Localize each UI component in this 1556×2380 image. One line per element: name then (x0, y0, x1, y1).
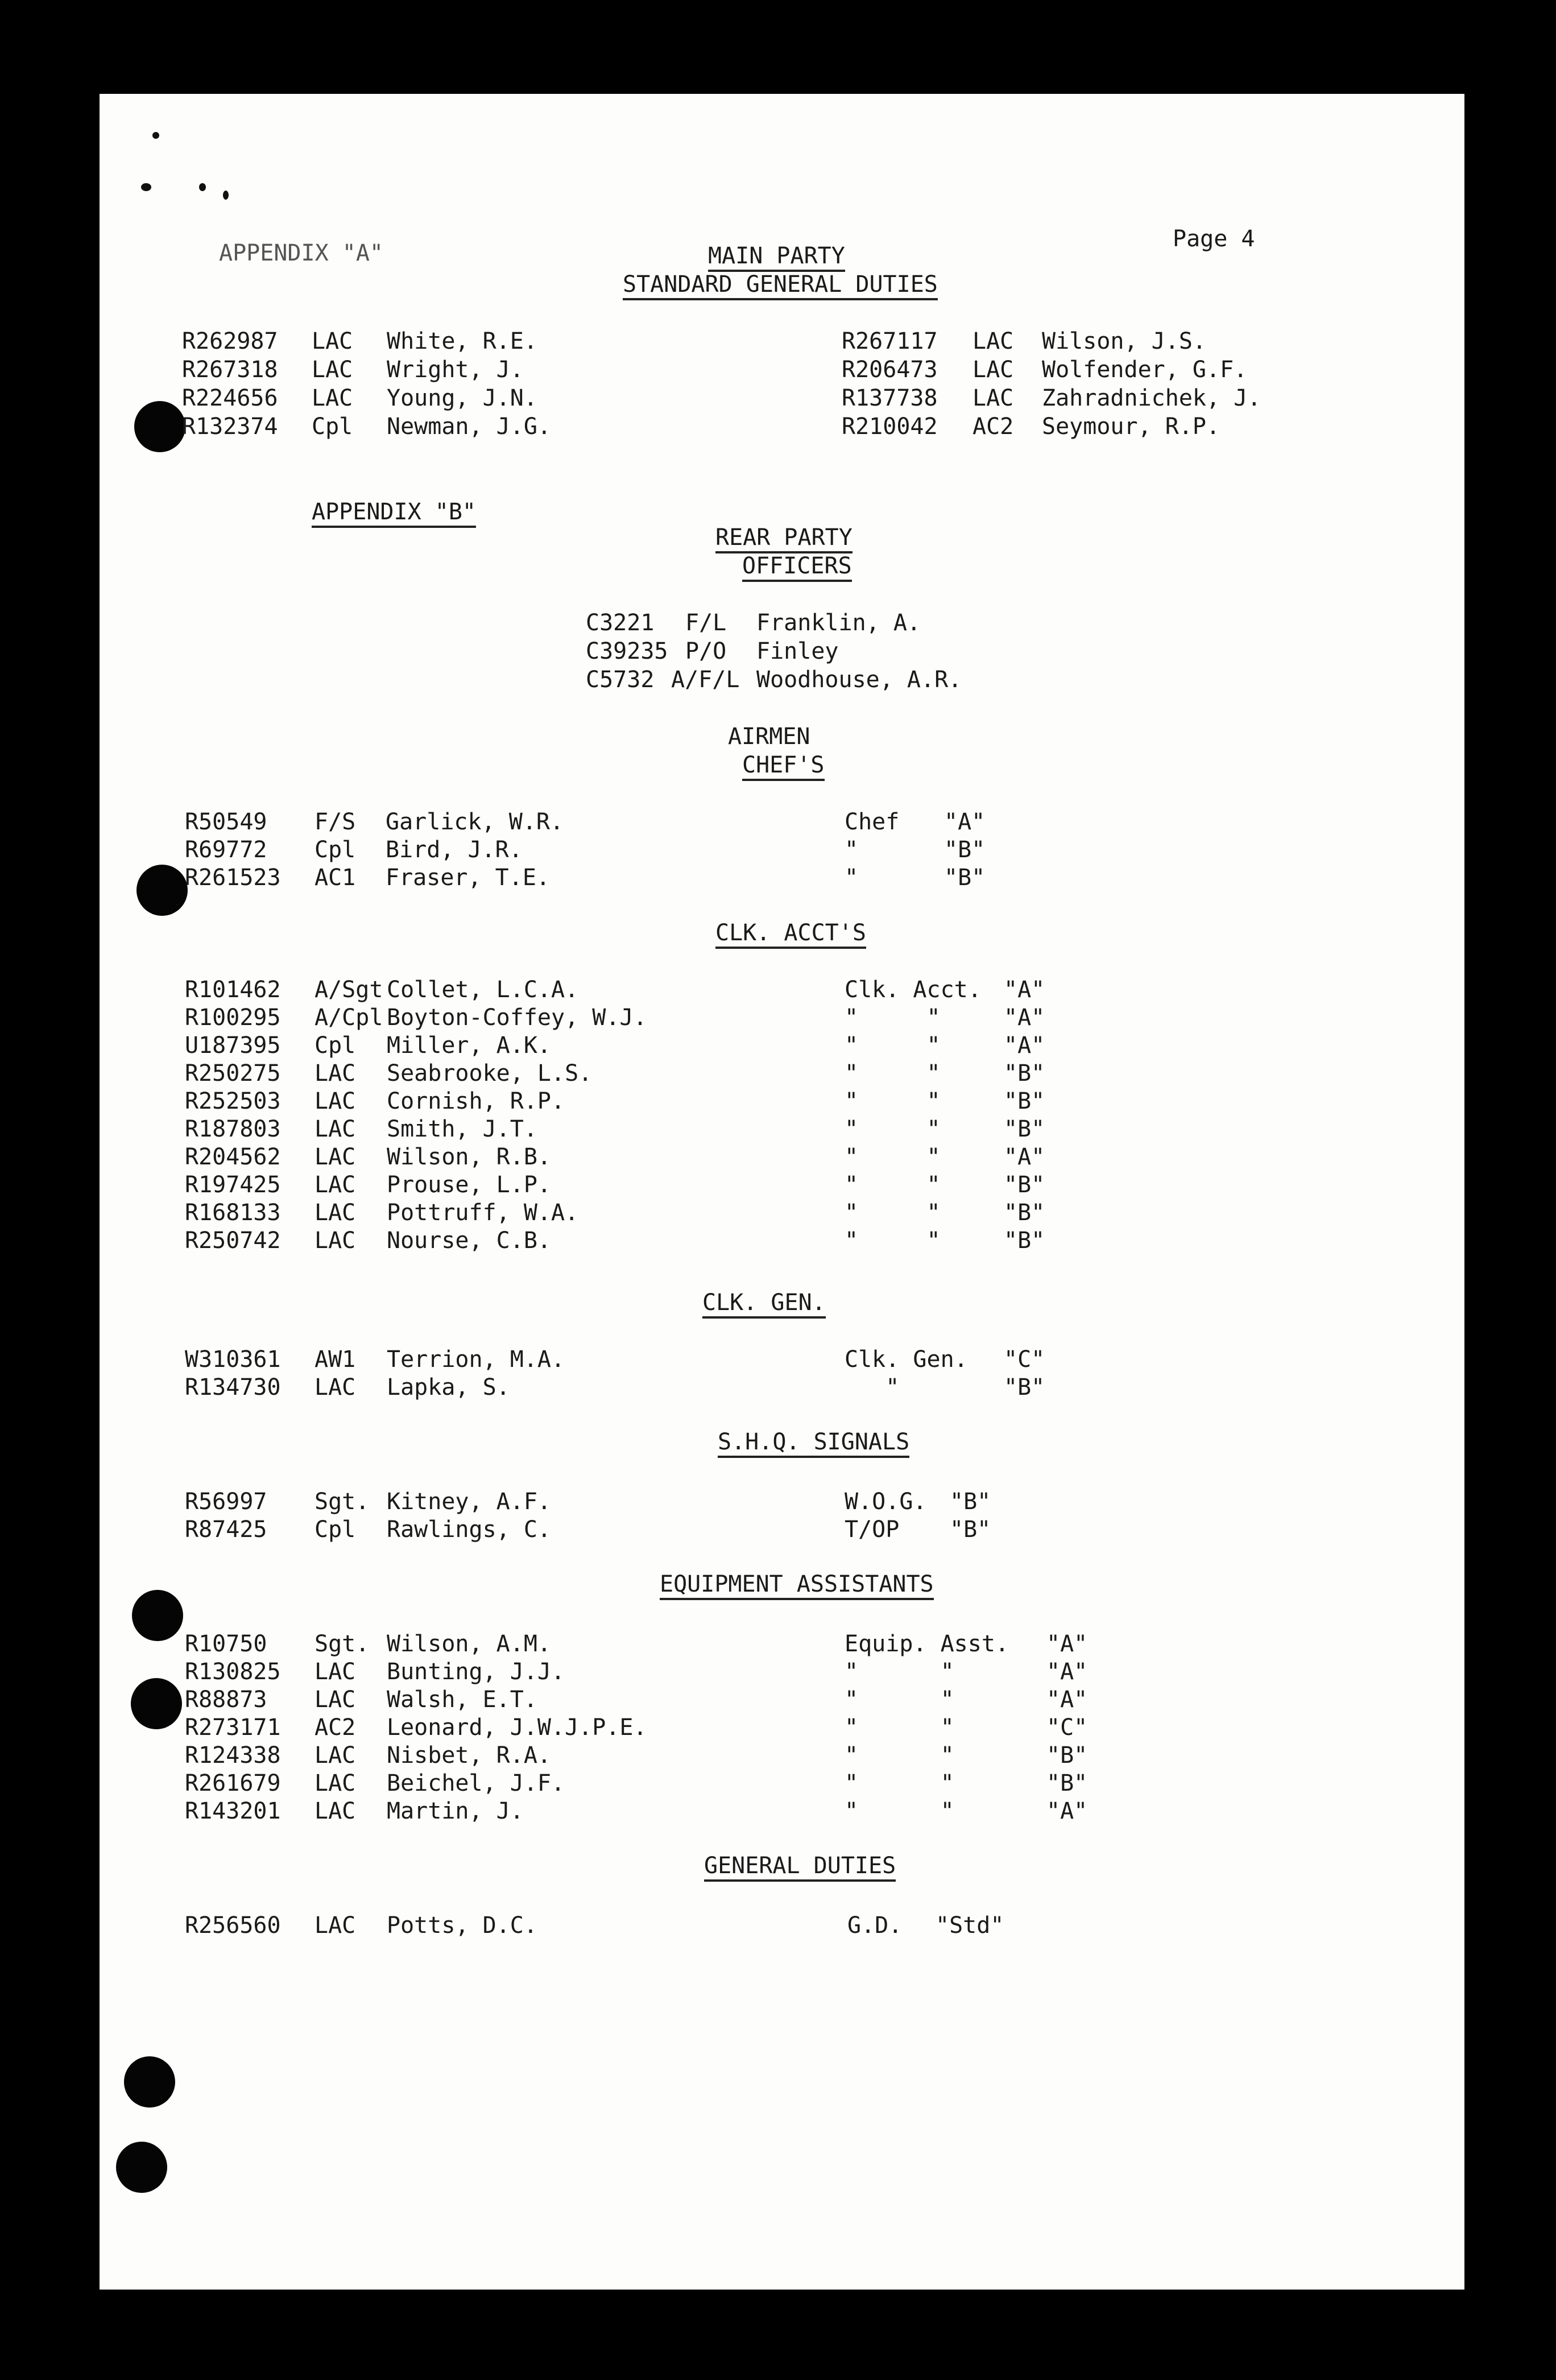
service-number: R69772 (185, 837, 267, 863)
service-number: R143201 (185, 1798, 281, 1824)
trade-grade: "B" (1004, 1228, 1045, 1254)
rank: LAC (314, 1228, 356, 1254)
person-name: Zahradnichek, J. (1042, 385, 1261, 411)
person-name: Garlick, W.R. (386, 809, 564, 835)
rank: Cpl (314, 1032, 356, 1059)
service-number: R50549 (185, 809, 267, 835)
service-number: C39235 (586, 638, 668, 664)
rank: Cpl (314, 1517, 356, 1543)
trade: " " (845, 1088, 941, 1114)
rank: LAC (314, 1798, 356, 1824)
rank: LAC (314, 1144, 356, 1170)
service-number: R250275 (185, 1060, 281, 1086)
trade: " " (845, 1687, 954, 1713)
page-number: Page 4 (1173, 226, 1255, 252)
rank: LAC (972, 357, 1014, 383)
service-number: R10750 (185, 1631, 267, 1657)
trade: " " (845, 1742, 954, 1769)
trade: " " (845, 1228, 941, 1254)
service-number: R197425 (185, 1172, 281, 1198)
service-number: R101462 (185, 977, 281, 1003)
person-name: Terrion, M.A. (387, 1346, 565, 1373)
trade: T/OP (845, 1517, 900, 1543)
rank: LAC (314, 1374, 356, 1400)
trade: " " (845, 1659, 954, 1685)
trade: " " (845, 1144, 941, 1170)
trade-grade: "B" (950, 1517, 991, 1543)
trade: " " (845, 1200, 941, 1226)
trade-grade: "Std" (936, 1912, 1004, 1939)
rank: LAC (314, 1659, 356, 1685)
rank: LAC (312, 328, 353, 354)
punch-hole (116, 2142, 167, 2193)
rank: F/L (685, 610, 727, 636)
person-name: Newman, J.G. (387, 414, 551, 440)
trade: " " (845, 1005, 941, 1031)
service-number: R132374 (182, 414, 278, 440)
section-title: S.H.Q. SIGNALS (718, 1428, 909, 1456)
rank: A/F/L (671, 667, 740, 693)
service-number: R210042 (842, 414, 938, 440)
rank: Sgt. (314, 1489, 370, 1515)
document-page (100, 94, 1464, 2290)
rank: LAC (972, 328, 1014, 354)
service-number: R256560 (185, 1912, 281, 1939)
trade: " " (845, 1770, 954, 1796)
punch-hole (136, 865, 188, 916)
service-number: R168133 (185, 1200, 281, 1226)
rank: LAC (312, 385, 353, 411)
rank: LAC (312, 357, 353, 383)
rank: AW1 (314, 1346, 356, 1373)
person-name: Martin, J. (387, 1798, 524, 1824)
person-name: Kitney, A.F. (387, 1489, 551, 1515)
trade-grade: "B" (1004, 1116, 1045, 1142)
ink-speck (199, 183, 206, 191)
service-number: R267117 (842, 328, 938, 354)
person-name: Pottruff, W.A. (387, 1200, 579, 1226)
airmen-title: AIRMEN (728, 724, 810, 750)
person-name: Fraser, T.E. (386, 865, 550, 891)
punch-hole (132, 1590, 183, 1641)
service-number: R261523 (185, 865, 281, 891)
rank: AC2 (972, 414, 1014, 440)
person-name: Leonard, J.W.J.P.E. (387, 1714, 647, 1741)
person-name: Franklin, A. (756, 610, 921, 636)
trade: Clk. Gen. (845, 1346, 968, 1373)
service-number: R130825 (185, 1659, 281, 1685)
person-name: Potts, D.C. (387, 1912, 537, 1939)
trade: G.D. (847, 1912, 903, 1939)
person-name: Walsh, E.T. (387, 1687, 537, 1713)
trade: Clk. Acct. (845, 977, 982, 1003)
service-number: R250742 (185, 1228, 281, 1254)
person-name: Nisbet, R.A. (387, 1742, 551, 1769)
person-name: Lapka, S. (387, 1374, 510, 1400)
service-number: R252503 (185, 1088, 281, 1114)
rank: LAC (314, 1687, 356, 1713)
person-name: Wright, J. (387, 357, 524, 383)
trade: " " (845, 1116, 941, 1142)
service-number: R100295 (185, 1005, 281, 1031)
rear-party-title: REAR PARTY (715, 523, 853, 552)
person-name: Bird, J.R. (386, 837, 523, 863)
service-number: R88873 (185, 1687, 267, 1713)
rank: AC1 (314, 865, 356, 891)
section-title: CLK. GEN. (702, 1288, 826, 1317)
trade-grade: "B" (944, 837, 986, 863)
appendix-a-label: APPENDIX "A" (219, 240, 383, 266)
appendix-b-label: APPENDIX "B" (312, 498, 476, 526)
rank: LAC (314, 1060, 356, 1086)
rank: A/Cpl (314, 1005, 383, 1031)
rank: LAC (314, 1770, 356, 1796)
person-name: Nourse, C.B. (387, 1228, 551, 1254)
trade: " " (845, 1060, 941, 1086)
person-name: Wilson, J.S. (1042, 328, 1206, 354)
ink-speck (141, 183, 151, 191)
punch-hole (134, 401, 185, 452)
trade-grade: "B" (1046, 1742, 1088, 1769)
person-name: Collet, L.C.A. (387, 977, 579, 1003)
rank: AC2 (314, 1714, 356, 1741)
service-number: R87425 (185, 1517, 267, 1543)
rank: LAC (972, 385, 1014, 411)
trade-grade: "B" (950, 1489, 991, 1515)
person-name: Boyton-Coffey, W.J. (387, 1005, 647, 1031)
trade-grade: "B" (1004, 1374, 1045, 1400)
trade-grade: "B" (1046, 1770, 1088, 1796)
trade-grade: "B" (1004, 1088, 1045, 1114)
person-name: Seabrooke, L.S. (387, 1060, 593, 1086)
rank: LAC (314, 1088, 356, 1114)
person-name: Prouse, L.P. (387, 1172, 551, 1198)
person-name: White, R.E. (387, 328, 537, 354)
rank: LAC (314, 1200, 356, 1226)
rank: A/Sgt (314, 977, 383, 1003)
section-title: CHEF'S (742, 751, 825, 779)
service-number: R273171 (185, 1714, 281, 1741)
rank: LAC (314, 1912, 356, 1939)
service-number: R206473 (842, 357, 938, 383)
trade-grade: "A" (1046, 1798, 1088, 1824)
trade-grade: "A" (1046, 1687, 1088, 1713)
service-number: R124338 (185, 1742, 281, 1769)
person-name: Cornish, R.P. (387, 1088, 565, 1114)
trade: Equip. Asst. (845, 1631, 1009, 1657)
trade-grade: "A" (1004, 1144, 1045, 1170)
trade: " (845, 865, 859, 891)
service-number: C3221 (586, 610, 655, 636)
trade-grade: "B" (944, 865, 986, 891)
trade-grade: "A" (1004, 977, 1045, 1003)
trade: " " (845, 1032, 941, 1059)
trade-grade: "A" (1046, 1659, 1088, 1685)
rank: P/O (685, 638, 727, 664)
trade: Chef (845, 809, 900, 835)
main-party-title: MAIN PARTY (708, 242, 845, 270)
service-number: R187803 (185, 1116, 281, 1142)
person-name: Wilson, A.M. (387, 1631, 551, 1657)
ink-speck (152, 132, 159, 139)
rank: Cpl (314, 837, 356, 863)
standard-general-duties-title: STANDARD GENERAL DUTIES (623, 270, 938, 299)
person-name: Bunting, J.J. (387, 1659, 565, 1685)
person-name: Rawlings, C. (387, 1517, 551, 1543)
person-name: Woodhouse, A.R. (756, 667, 962, 693)
trade-grade: "A" (1004, 1032, 1045, 1059)
person-name: Wolfender, G.F. (1042, 357, 1248, 383)
trade-grade: "B" (1004, 1172, 1045, 1198)
rank: Sgt. (314, 1631, 370, 1657)
rank: F/S (314, 809, 356, 835)
service-number: R134730 (185, 1374, 281, 1400)
trade: " (845, 1374, 900, 1400)
person-name: Finley (756, 638, 839, 664)
trade: " " (845, 1714, 954, 1741)
section-title: EQUIPMENT ASSISTANTS (660, 1570, 934, 1598)
punch-hole (131, 1678, 182, 1729)
person-name: Young, J.N. (387, 385, 537, 411)
person-name: Miller, A.K. (387, 1032, 551, 1059)
trade: W.O.G. (845, 1489, 927, 1515)
service-number: R137738 (842, 385, 938, 411)
service-number: W310361 (185, 1346, 281, 1373)
trade-grade: "C" (1046, 1714, 1088, 1741)
trade-grade: "A" (1004, 1005, 1045, 1031)
service-number: R204562 (185, 1144, 281, 1170)
rank: LAC (314, 1742, 356, 1769)
person-name: Wilson, R.B. (387, 1144, 551, 1170)
trade-grade: "A" (1046, 1631, 1088, 1657)
ink-speck (223, 191, 229, 200)
section-title: GENERAL DUTIES (704, 1852, 896, 1880)
service-number: U187395 (185, 1032, 281, 1059)
service-number: R261679 (185, 1770, 281, 1796)
service-number: R56997 (185, 1489, 267, 1515)
service-number: R224656 (182, 385, 278, 411)
section-title: CLK. ACCT'S (715, 919, 866, 947)
trade-grade: "B" (1004, 1200, 1045, 1226)
punch-hole (124, 2056, 175, 2108)
officers-title: OFFICERS (742, 552, 852, 580)
service-number: C5732 (586, 667, 655, 693)
trade: " (845, 837, 859, 863)
person-name: Smith, J.T. (387, 1116, 537, 1142)
person-name: Beichel, J.F. (387, 1770, 565, 1796)
service-number: R267318 (182, 357, 278, 383)
trade-grade: "A" (944, 809, 986, 835)
trade: " " (845, 1798, 954, 1824)
rank: LAC (314, 1116, 356, 1142)
rank: LAC (314, 1172, 356, 1198)
person-name: Seymour, R.P. (1042, 414, 1220, 440)
trade-grade: "C" (1004, 1346, 1045, 1373)
trade: " " (845, 1172, 941, 1198)
service-number: R262987 (182, 328, 278, 354)
trade-grade: "B" (1004, 1060, 1045, 1086)
rank: Cpl (312, 414, 353, 440)
